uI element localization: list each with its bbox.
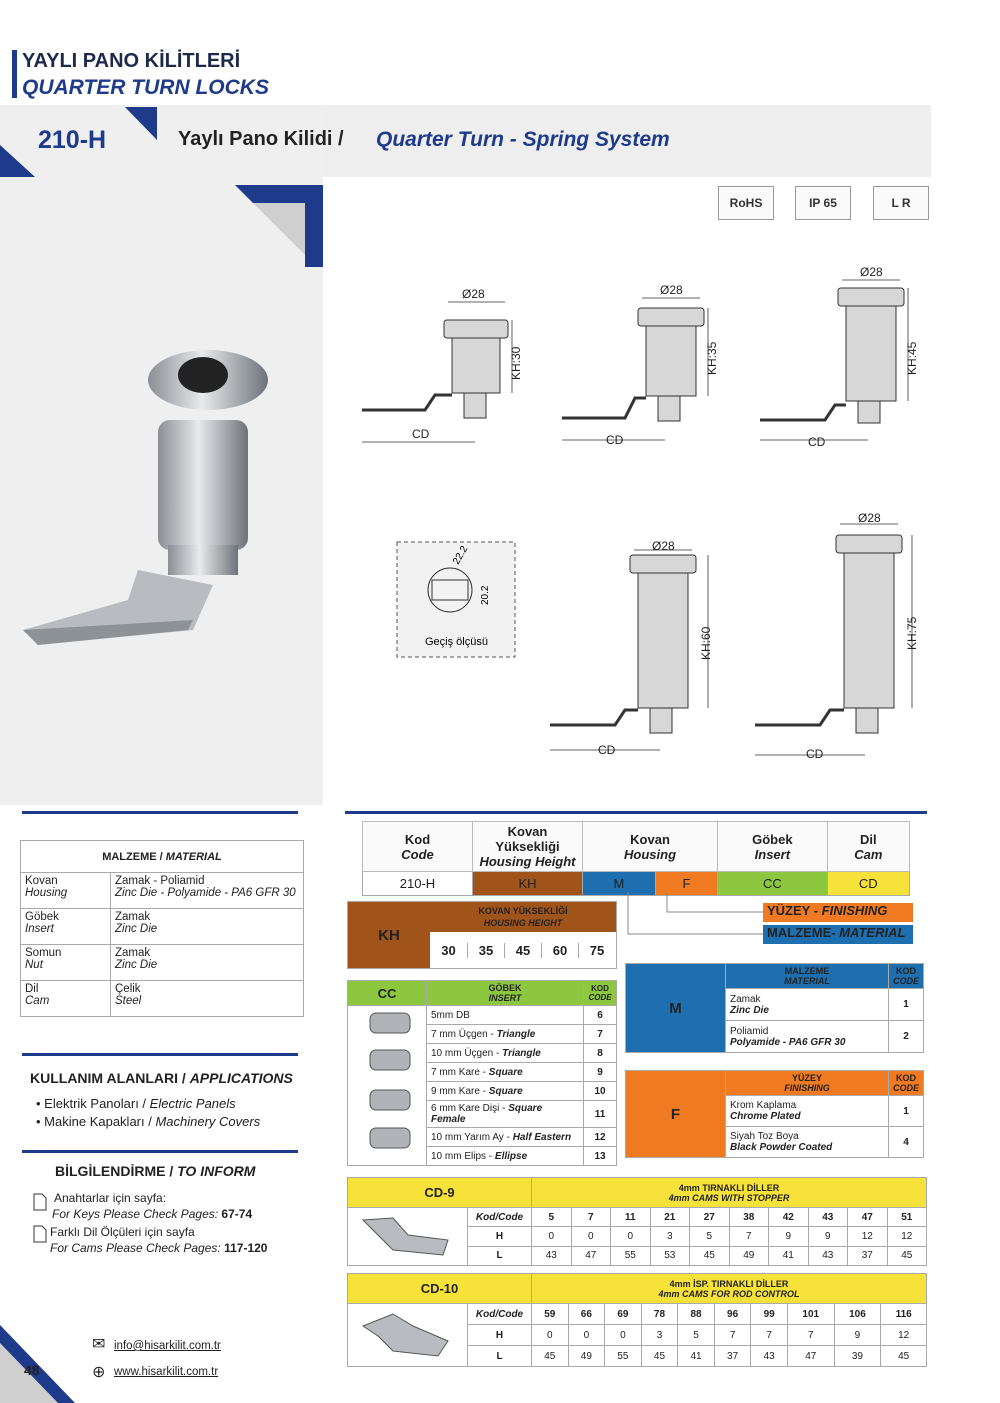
dim-kh-60: KH:60 — [699, 626, 713, 660]
dim-cd-4: CD — [598, 743, 616, 757]
dim-cd-3: CD — [808, 435, 826, 449]
cam-image — [353, 1210, 463, 1260]
inform-title: BİLGİLENDİRME / TO INFORM — [55, 1163, 256, 1179]
title-accent — [12, 50, 17, 98]
technical-drawings — [340, 260, 940, 770]
dim-kh-45: KH:45 — [905, 341, 919, 375]
material-table: MALZEME / MATERIAL Kovan Housing Zamak - Poliamid Zinc Die - Polyamide - PA6 GFR 30 Göbek Insert Zamak Zinc Die Somun Nut Zamak Zinc Die Dil Cam Çelik Steel — [20, 840, 304, 1017]
corner-ornament-2 — [235, 185, 325, 270]
product-code: 210-H — [38, 126, 107, 154]
page-icon — [30, 1190, 50, 1250]
kh-value: 75 — [578, 943, 615, 958]
applications-list — [36, 1095, 260, 1131]
list-item: • Elektrik Panoları / Electric Panels — [36, 1096, 236, 1111]
section-title-en: QUARTER TURN LOCKS — [22, 76, 269, 99]
email-icon: ✉ — [92, 1336, 106, 1353]
product-photo — [18, 340, 278, 670]
kh-table: KH KOVAN YÜKSEKLİĞİ HOUSING HEIGHT 30 35 45 60 75 — [347, 901, 617, 969]
dim-cd-5: CD — [806, 747, 824, 761]
insert-images — [352, 1008, 422, 1158]
cd9-table: CD-9 4mm TIRNAKLI DİLLER 4mm CAMS WITH STOPPER Kod/Code 5 7 11 21 27 38 42 43 47 51 H 0 0 0 3 5 7 9 9 12 12 L 43 47 55 53 45 49 41 43 37 45 — [347, 1177, 927, 1266]
dim-diameter-5: Ø28 — [858, 511, 881, 525]
dim-kh-75: KH:75 — [905, 616, 919, 650]
dim-cd-1: CD — [412, 427, 430, 441]
dim-cd-2: CD — [606, 433, 624, 447]
connector-lines — [625, 892, 765, 937]
kh-value: 45 — [504, 943, 541, 958]
applications-title: KULLANIM ALANLARI / APPLICATIONS — [30, 1070, 293, 1086]
divider — [345, 811, 927, 814]
dim-diameter-3: Ø28 — [860, 265, 883, 279]
housing-material-table: M MALZEME MATERIAL KOD CODE Zamak Zinc Die 1 Poliamid Polyamide - PA6 GFR 30 2 — [625, 963, 924, 1053]
divider — [22, 1150, 298, 1153]
finishing-table: F YÜZEY FINISHING KOD CODE Krom Kaplama Chrome Plated 1 Siyah Toz Boya Black Powder Coated 4 — [625, 1070, 924, 1158]
dim-diameter-1: Ø28 — [462, 287, 485, 301]
globe-icon: ⊕ — [92, 1364, 106, 1381]
page-number: 48 — [24, 1362, 40, 1378]
dim-diameter-2: Ø28 — [660, 283, 683, 297]
cd10-table: CD-10 4mm İSP. TIRNAKLI DİLLER 4mm CAMS FOR ROD CONTROL Kod/Code 59 66 69 78 88 96 99 101 106 116 H 0 0 0 3 5 7 7 7 9 12 L 45 49 55 45 41 37 43 47 39 45 — [347, 1273, 927, 1367]
material-legend: MALZEME- MATERIAL — [763, 925, 913, 944]
kh-value: 35 — [467, 943, 504, 958]
product-subtitle-en: Quarter Turn - Spring System — [376, 128, 670, 151]
order-code-table: Kod Code Kovan Yüksekliği Housing Height Kovan Housing Göbek Insert Dil Cam 210-H KH M F CC CD — [362, 821, 910, 896]
kh-value: 60 — [541, 943, 578, 958]
cutout-dim-h: 20.2 — [480, 585, 491, 605]
email-link[interactable]: info@hisarkilit.com.tr — [114, 1340, 221, 1352]
lr-badge: L R — [873, 186, 929, 220]
cutout-dim-w: 22.2 — [451, 544, 471, 567]
product-subtitle: Yaylı Pano Kilidi / — [178, 128, 344, 150]
ip65-badge: IP 65 — [795, 186, 851, 220]
inform-notes: Anahtarlar için sayfa: For Keys Please Check Pages: 67-74 Farklı Dil Ölçüleri için sayfa For Cams Please Check Pages: 117-120 — [50, 1191, 268, 1255]
kh-value: 30 — [441, 942, 456, 958]
web-link[interactable]: www.hisarkilit.com.tr — [114, 1366, 219, 1378]
list-item: • Makine Kapakları / Machinery Covers — [36, 1114, 261, 1129]
divider — [22, 1053, 298, 1056]
insert-table: CC GÖBEK INSERT KOD CODE 5mm DB 6 7 mm Üçgen - Triangle 7 10 mm Üçgen - Triangle 8 7 mm Kare - Square 9 9 mm Kare - Square 10 6 mm Kare Dişi - Square Female 11 10 mm Yarım Ay - Half Eastern 12 10 mm Elips - Ellipse 13 — [347, 980, 617, 1166]
divider — [22, 811, 298, 814]
dim-kh-30: KH:30 — [509, 346, 523, 380]
dim-diameter-4: Ø28 — [652, 539, 675, 553]
cutout-label: Geçiş ölçüsü — [425, 636, 488, 648]
finishing-legend: YÜZEY - FINISHING — [763, 903, 913, 922]
cam-image — [353, 1306, 463, 1361]
section-title: YAYLI PANO KİLİTLERİ — [22, 50, 241, 72]
dim-kh-35: KH:35 — [705, 341, 719, 375]
rohs-badge: RoHS — [718, 186, 774, 220]
